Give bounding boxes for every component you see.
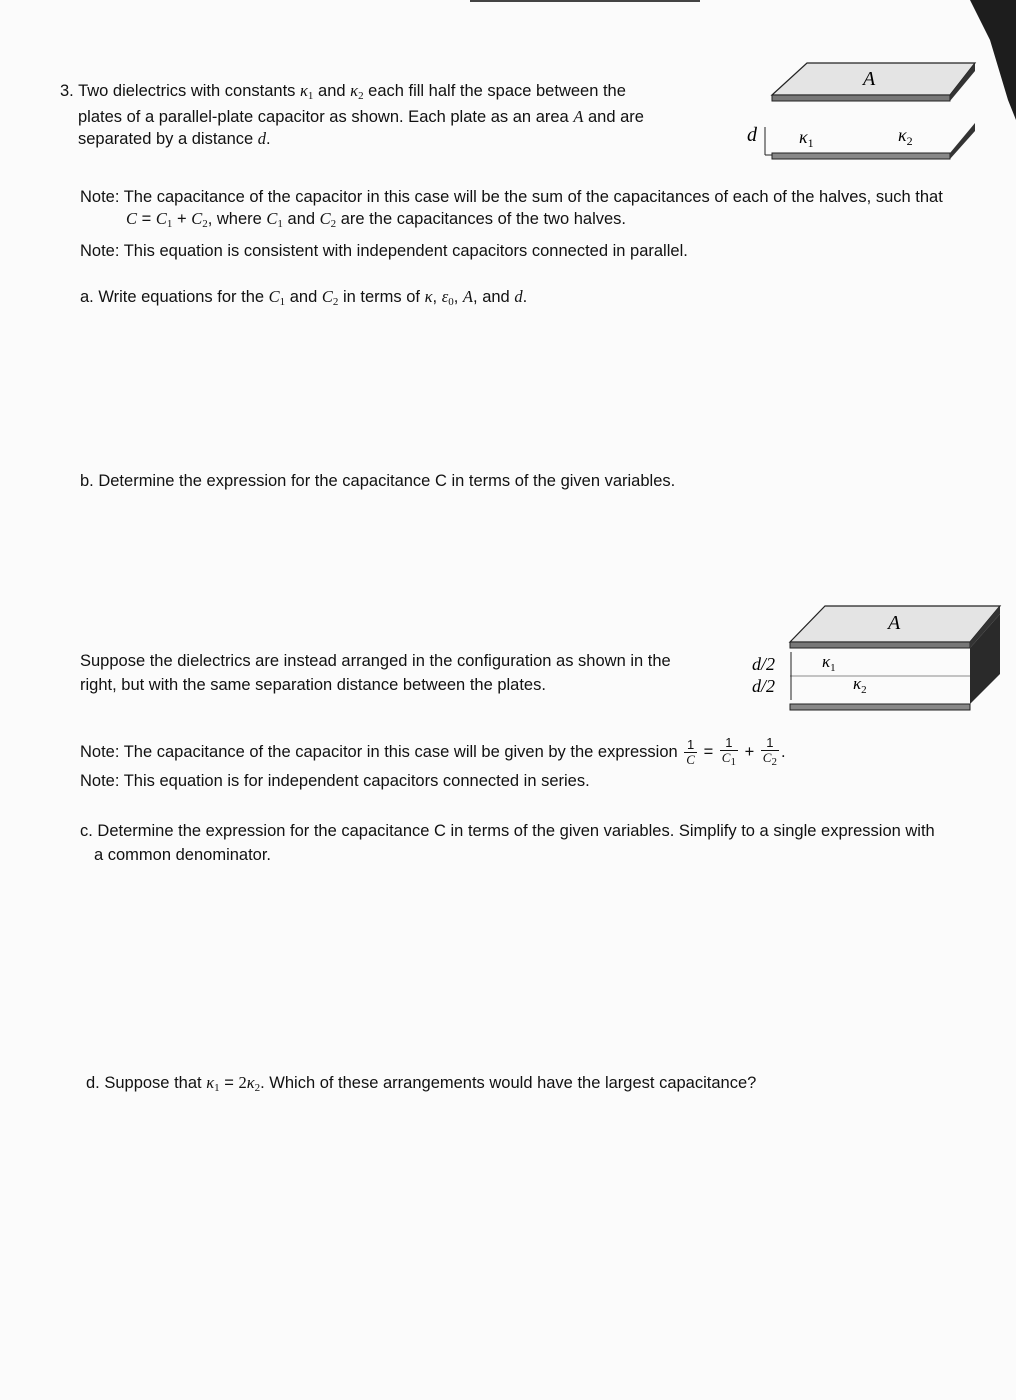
note-1-line-2: $C = C_1 + C_2$, where $C_1$ and $C_2$ are the capacitances of the two halves.	[126, 209, 627, 230]
fraction-1-over-c2: $\frac{1}{C_2}$	[762, 735, 777, 768]
note-1-line-1: Note: The capacitance of the capacitor in this case will be the sum of the capacitances of each of the halves, such that	[80, 188, 943, 206]
part-d-question: d. Suppose that $\kappa_1 = 2\kappa_2$. Which of these arrangements would have the largest capacitance?	[86, 1073, 757, 1094]
capacitor-diagram-series	[745, 600, 1005, 715]
area-label-a-2: A	[888, 612, 901, 634]
fraction-1-over-c: $\frac{1}{C}$	[686, 737, 695, 767]
note-3: Note: The capacitance of the capacitor in this case will be given by the expression $\frac{1}{C}$ = $\frac{1}{C_1}$ + $\frac{1}{C_2}$ .	[80, 735, 786, 768]
fraction-1-over-c1: $\frac{1}{C_1}$	[721, 735, 736, 768]
part-b-question: b. Determine the expression for the capacitance C in terms of the given variables.	[80, 472, 676, 490]
part-c-line-1: c. Determine the expression for the capacitance C in terms of the given variables. Simplify to a single expression with	[80, 822, 935, 840]
kappa1-label: $\kappa_1$	[799, 127, 814, 150]
scan-top-line	[470, 0, 700, 2]
part-a-question: a. Write equations for the $C_1$ and $C_2$ in terms of κ, $\varepsilon_0$, A, and d.	[80, 287, 528, 308]
note-4: Note: This equation is for independent capacitors connected in series.	[80, 772, 590, 790]
problem-intro-line-3: separated by a distance d.	[78, 129, 271, 148]
scan-shadow-corner	[960, 0, 1016, 120]
separation-label-top: d/2	[752, 654, 776, 674]
part-c-line-2: a common denominator.	[94, 846, 272, 864]
kappa2-label: $\kappa_2$	[898, 125, 913, 148]
kappa1-label-2: $\kappa_1$	[822, 652, 836, 674]
capacitor-diagram-parallel	[735, 55, 985, 170]
suppose-line-1: Suppose the dielectrics are instead arranged in the configuration as shown in the	[80, 652, 671, 670]
problem-intro-line-2: plates of a parallel-plate capacitor as shown. Each plate as an area A and are	[78, 107, 644, 126]
area-label-a: A	[863, 68, 876, 90]
separation-label-d: d	[747, 124, 757, 146]
problem-intro-line-1: 3. Two dielectrics with constants $\kappa_1$ and $\kappa_2$ each fill half the space between the	[60, 81, 626, 102]
kappa2-label-2: $\kappa_2$	[853, 674, 867, 696]
note-2: Note: This equation is consistent with independent capacitors connected in parallel.	[80, 242, 688, 260]
separation-label-bottom: d/2	[752, 676, 776, 696]
suppose-line-2: right, but with the same separation distance between the plates.	[80, 676, 546, 694]
problem-number: 3.	[60, 82, 74, 100]
